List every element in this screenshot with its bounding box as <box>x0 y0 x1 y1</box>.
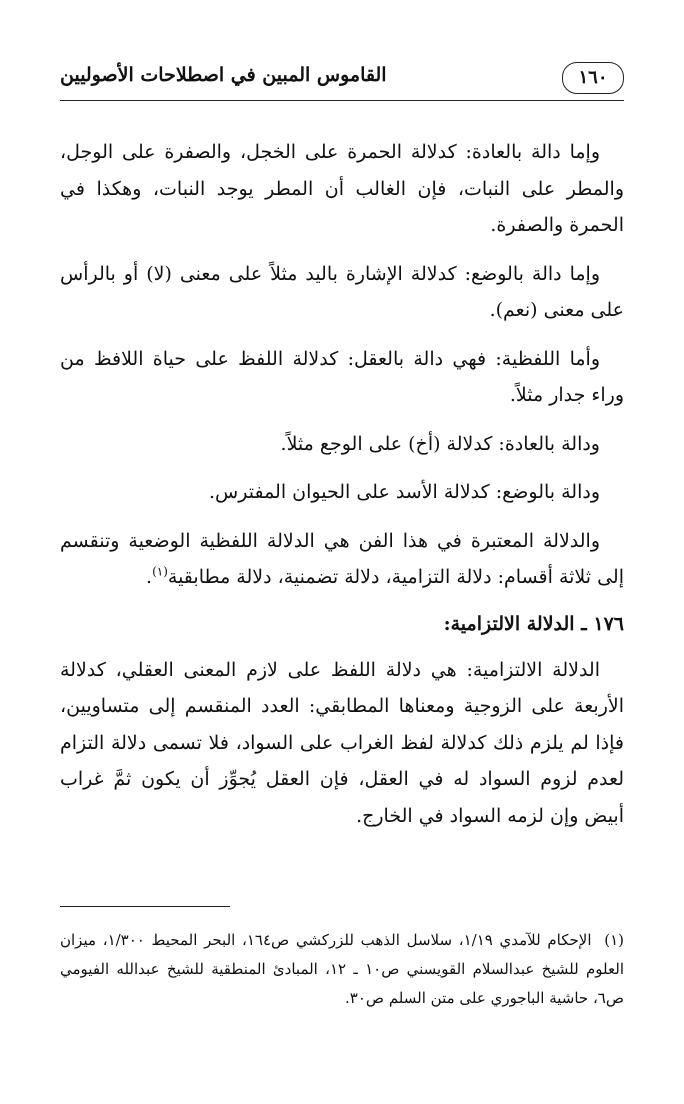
page-number: ١٦٠ <box>562 62 624 94</box>
header-rule <box>60 100 624 101</box>
page-header <box>60 60 624 104</box>
paragraph: وأما اللفظية: فهي دالة بالعقل: كدلالة اللفظ على حياة اللافظ من وراء جدار مثلاً. <box>60 347 624 406</box>
paragraph: وإما دالة بالوضع: كدلالة الإشارة باليد مثلاً على معنى (لا) أو بالرأس على معنى (نعم). <box>60 262 624 321</box>
main-text <box>60 134 624 846</box>
footnote-separator <box>60 906 230 907</box>
footnote-reference: (١) <box>152 564 168 579</box>
footnote-marker: (١) <box>604 931 624 949</box>
running-title: القاموس المبين في اصطلاحات الأصوليين <box>60 64 387 86</box>
paragraph-text: والدلالة المعتبرة في هذا الفن هي الدلالة اللفظية الوضعية وتنقسم إلى ثلاثة أقسام: دلالة التزامية، دلالة تضمنية، دلالة مطابقية <box>60 529 624 588</box>
section-heading: ١٧٦ ـ الدلالة الالتزامية: <box>443 612 624 635</box>
paragraph: ودالة بالعادة: كدلالة (أخ) على الوجع مثلاً. <box>280 432 600 455</box>
paragraph: ودالة بالوضع: كدلالة الأسد على الحيوان المفترس. <box>209 481 600 503</box>
paragraph <box>60 523 624 596</box>
paragraph: الدلالة الالتزامية: هي دلالة اللفظ على لازم المعنى العقلي، كدلالة الأربعة على الزوجية ومعناها المطابقي: العدد المنقسم إلى متساويين، فإذا لم يلزم ذلك كدلالة لفظ الغراب على السواد، فلا تسمى دلالة التزام لعدم لزوم السواد له في العقل، فإن العقل يُجوِّز أن يكون ثمَّ غراب أبيض وإن لزمه السواد في الخارج. <box>60 658 624 827</box>
paragraph-end: . <box>146 566 153 588</box>
footnote-text: الإحكام للآمدي ١/١٩، سلاسل الذهب للزركشي ص١٦٤، البحر المحيط ١/٣٠٠، ميزان العلوم للشيخ عبدالسلام القويسني ص١٠ ـ ١٢، المبادئ المنطقية للشيخ عبدالله الفيومي ص٦، حاشية الباجوري على متن السلم ص٣٠. <box>60 931 624 1007</box>
paragraph: وإما دالة بالعادة: كدلالة الحمرة على الخجل، والصفرة على الوجل، والمطر على النبات، فإن الغالب أن المطر يوجد النبات، وهكذا في الحمرة والصفرة. <box>60 141 624 236</box>
footnote <box>60 926 624 1013</box>
